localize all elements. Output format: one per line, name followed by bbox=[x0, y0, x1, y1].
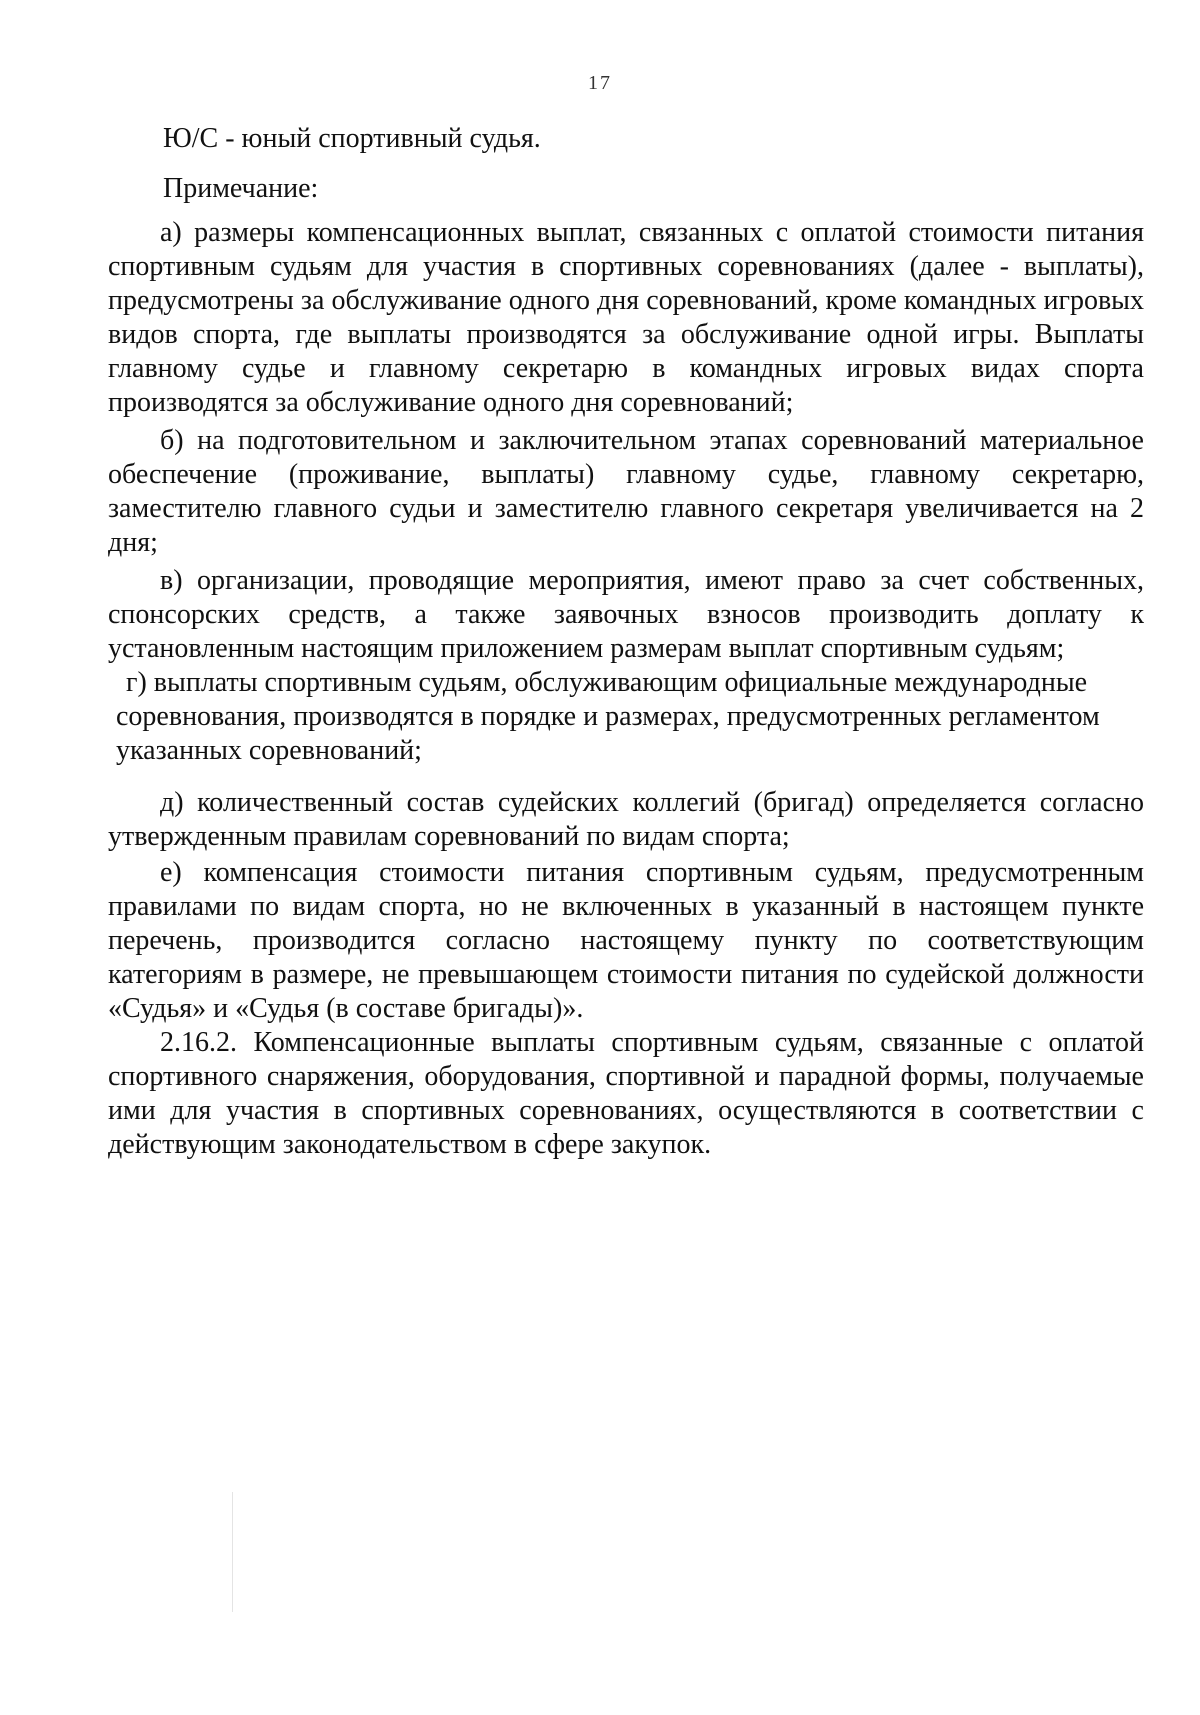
note-heading: Примечание: bbox=[163, 173, 319, 204]
note-item-d: д) количественный состав судейских коллегий (бригад) определяется согласно утвержденным правилам соревнований по видам спорта; bbox=[108, 787, 1144, 852]
note-item-b: б) на подготовительном и заключительном этапах соревнований материальное обеспечение (проживание, выплаты) главному судье, главному секретарю, заместителю главного судьи и заместителю главного секретаря увеличивается на 2 дня; bbox=[108, 425, 1144, 558]
note-item-v: в) организации, проводящие мероприятия, имеют право за счет собственных, спонсорских средств, а также заявочных взносов производить доплату к установленным настоящим приложением размерам выплат спортивным судьям; bbox=[108, 565, 1144, 664]
note-item-g: г) выплаты спортивным судьям, обслуживающим официальные международные соревнования, производятся в порядке и размерах, предусмотренных регламентом указанных соревнований; bbox=[116, 667, 1100, 766]
section-2-16-2: 2.16.2. Компенсационные выплаты спортивным судьям, связанные с оплатой спортивного снаряжения, оборудования, спортивной и парадной формы, получаемые ими для участия в спортивных соревнованиях, осуществляются в соответствии с действующим законодательством в сфере закупок. bbox=[108, 1027, 1144, 1160]
scan-artifact-line bbox=[232, 1492, 233, 1612]
abbreviation-line: Ю/С - юный спортивный судья. bbox=[163, 123, 541, 154]
page-number: 17 bbox=[588, 72, 612, 94]
note-item-a: а) размеры компенсационных выплат, связанных с оплатой стоимости питания спортивным судьям для участия в спортивных соревнованиях (далее - выплаты), предусмотрены за обслуживание одного дня соревнований, кроме командных игровых видов спорта, где выплаты производятся за обслуживание одной игры. Выплаты главному судье и главному секретарю в командных игровых видах спорта производятся за обслуживание одного дня соревнований; bbox=[108, 217, 1144, 418]
note-item-e: е) компенсация стоимости питания спортивным судьям, предусмотренным правилами по видам спорта, но не включенных в указанный в настоящем пункте перечень, производится согласно настоящему пункту по соответствующим категориям в размере, не превышающем стоимости питания по судейской должности «Судья» и «Судья (в составе бригады)». bbox=[108, 857, 1144, 1024]
